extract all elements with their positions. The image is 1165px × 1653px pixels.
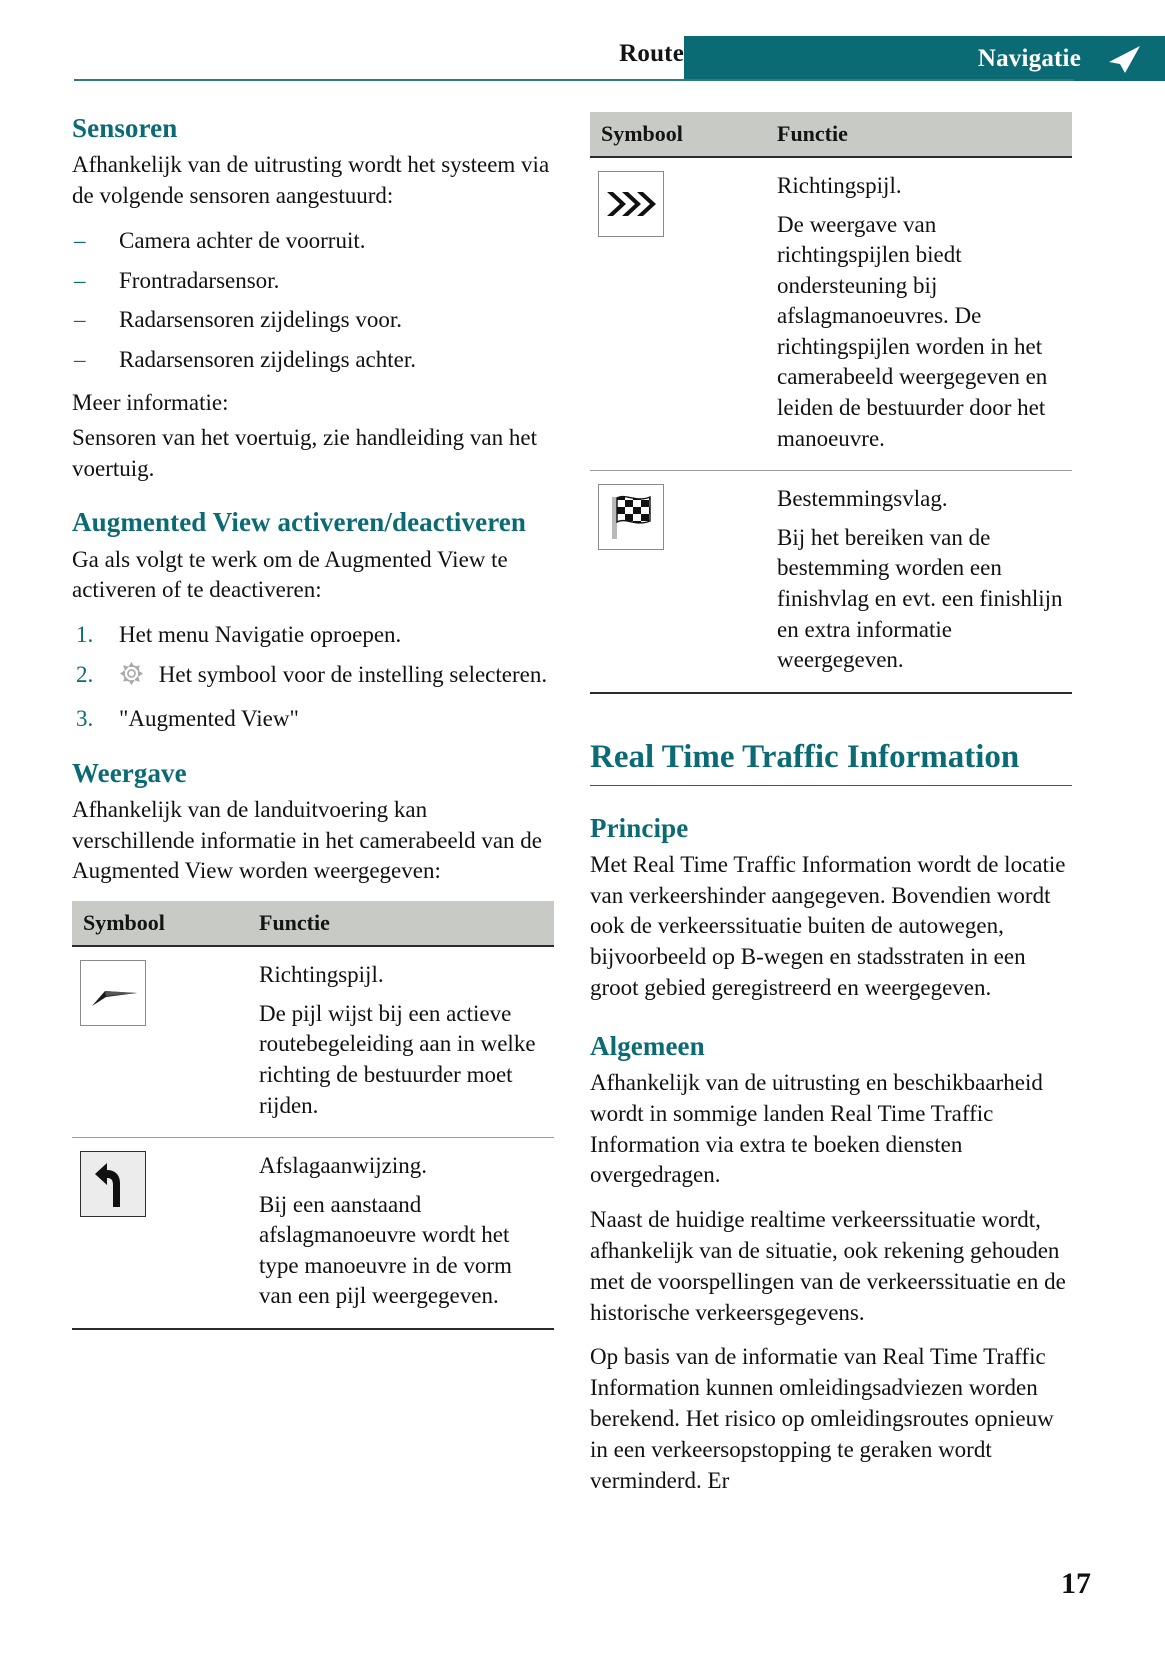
header-navigation-label: Navigatie <box>977 44 1081 72</box>
weergave-intro: Afhankelijk van de landuitvoering kan verschillende informatie in het camerabeeld van de Augmented View worden weergegeven: <box>72 796 543 884</box>
step-marker: 3. <box>76 705 94 731</box>
function-cell <box>248 946 554 1137</box>
triple-chevron-icon <box>598 171 664 237</box>
list-item-label: Frontradarsensor. <box>119 267 280 293</box>
function-title: Afslagaanwijzing. <box>259 1153 427 1179</box>
sensoren-heading: Sensoren <box>72 113 178 143</box>
augmented-view-heading: Augmented View activeren/deactiveren <box>72 507 527 538</box>
left-column <box>72 112 554 1330</box>
sensoren-intro: Afhankelijk van de uitrusting wordt het systeem via de volgende sensoren aangestuurd: <box>72 152 550 208</box>
function-cell <box>766 157 1072 471</box>
right-column <box>590 112 1072 1510</box>
table-header-row <box>590 112 1072 157</box>
function-description: Bij het bereiken van de bestemming worden een finishvlag en evt. een finishlijn en extra informatie weergegeven. <box>777 524 1063 673</box>
checkered-flag-icon <box>598 484 664 550</box>
column-header-function: Functie <box>766 112 1072 157</box>
algemeen-paragraph: Naast de huidige realtime verkeerssituatie wordt, afhankelijk van de situatie, ook rekening gehouden met de voorspellingen van de verkeerssituatie en de historische verkeersgegevens. <box>590 1207 1066 1325</box>
turn-left-arrow-icon <box>80 1151 146 1217</box>
principe-heading: Principe <box>590 812 689 843</box>
page-number: 17 <box>1061 1567 1091 1600</box>
sensoren-list <box>72 226 554 376</box>
step-marker: 2. <box>76 662 94 687</box>
augmented-view-steps <box>72 620 554 734</box>
navigation-symbol-table <box>590 112 1072 694</box>
perspective-direction-arrow-icon <box>80 960 146 1026</box>
symbol-cell <box>590 157 766 471</box>
function-description: Bij een aanstaand afslagmanoeuvre wordt het type manoeuvre in de vorm van een pijl weergegeven. <box>259 1191 512 1309</box>
dash-marker: – <box>74 267 86 293</box>
dash-marker: – <box>74 347 86 373</box>
dash-marker: – <box>74 307 86 333</box>
header-rule <box>74 79 1074 81</box>
column-header-function: Functie <box>248 901 554 946</box>
list-item <box>72 266 554 297</box>
column-header-symbol: Symbool <box>590 112 766 157</box>
symbol-cell <box>72 946 248 1137</box>
weergave-symbol-table <box>72 901 554 1330</box>
list-item <box>72 305 554 336</box>
gear-icon <box>119 661 144 695</box>
header-route-label: Route <box>619 40 684 67</box>
list-item <box>72 620 554 651</box>
function-description: De pijl wijst bij een actieve routebegeleiding aan in welke richting de bestuurder moet rijden. <box>259 1000 536 1118</box>
chapter-title: Real Time Traffic Information <box>590 738 1072 786</box>
step-marker: 1. <box>76 622 94 648</box>
list-item <box>72 660 554 695</box>
function-title: Richtingspijl. <box>259 962 384 988</box>
table-row <box>72 1138 554 1329</box>
meer-informatie-label: Meer informatie: <box>72 390 229 415</box>
page-header <box>0 0 1165 92</box>
list-item-label: Radarsensoren zijdelings voor. <box>119 307 402 333</box>
header-navigation-block <box>684 36 1165 81</box>
list-item-label: Het symbool voor de instelling selecteren. <box>158 662 548 687</box>
function-cell <box>248 1138 554 1329</box>
weergave-heading: Weergave <box>72 757 187 788</box>
table-row <box>590 471 1072 693</box>
list-item-label: Radarsensoren zijdelings achter. <box>119 347 416 373</box>
dash-marker: – <box>74 227 86 253</box>
augmented-view-intro: Ga als volgt te werk om de Augmented View te activeren of te deactiveren: <box>72 546 508 603</box>
table-row <box>72 946 554 1137</box>
meer-informatie-text: Sensoren van het voertuig, zie handleiding van het voertuig. <box>72 424 537 481</box>
table-row <box>590 157 1072 471</box>
list-item <box>72 345 554 376</box>
column-header-symbol: Symbool <box>72 901 248 946</box>
function-title: Bestemmingsvlag. <box>777 486 948 512</box>
symbol-cell <box>72 1138 248 1329</box>
table-header-row <box>72 901 554 946</box>
navigation-arrow-icon <box>1103 43 1143 75</box>
list-item <box>72 226 554 257</box>
function-description: De weergave van richtingspijlen biedt ondersteuning bij afslagmanoeuvres. De richtingspijlen worden in het camerabeeld weergegeven en leiden de bestuurder door het manoeuvre. <box>777 211 1048 451</box>
list-item-label: "Augmented View" <box>119 705 299 731</box>
function-cell <box>766 471 1072 693</box>
principe-text: Met Real Time Traffic Information wordt de locatie van verkeershinder aangegeven. Bovendien wordt ook de verkeerssituatie buiten de autowegen, bijvoorbeeld op B-wegen en stadsstraten in een groot gebied geregistreerd en weergegeven. <box>590 851 1066 1000</box>
algemeen-paragraph: Op basis van de informatie van Real Time Traffic Information kunnen omleidingsadviezen worden berekend. Het risico op omleidingsroutes opnieuw in een verkeersopstopping te geraken wordt verminderd. Er <box>590 1344 1054 1493</box>
list-item-label: Camera achter de voorruit. <box>119 227 366 253</box>
function-title: Richtingspijl. <box>777 173 902 198</box>
list-item-label: Het menu Navigatie oproepen. <box>119 622 402 648</box>
list-item <box>72 704 554 735</box>
algemeen-heading: Algemeen <box>590 1030 705 1061</box>
algemeen-paragraph: Afhankelijk van de uitrusting en beschikbaarheid wordt in sommige landen Real Time Traffic Information via extra te boeken diensten overgedragen. <box>590 1069 1043 1188</box>
symbol-cell <box>590 471 766 693</box>
